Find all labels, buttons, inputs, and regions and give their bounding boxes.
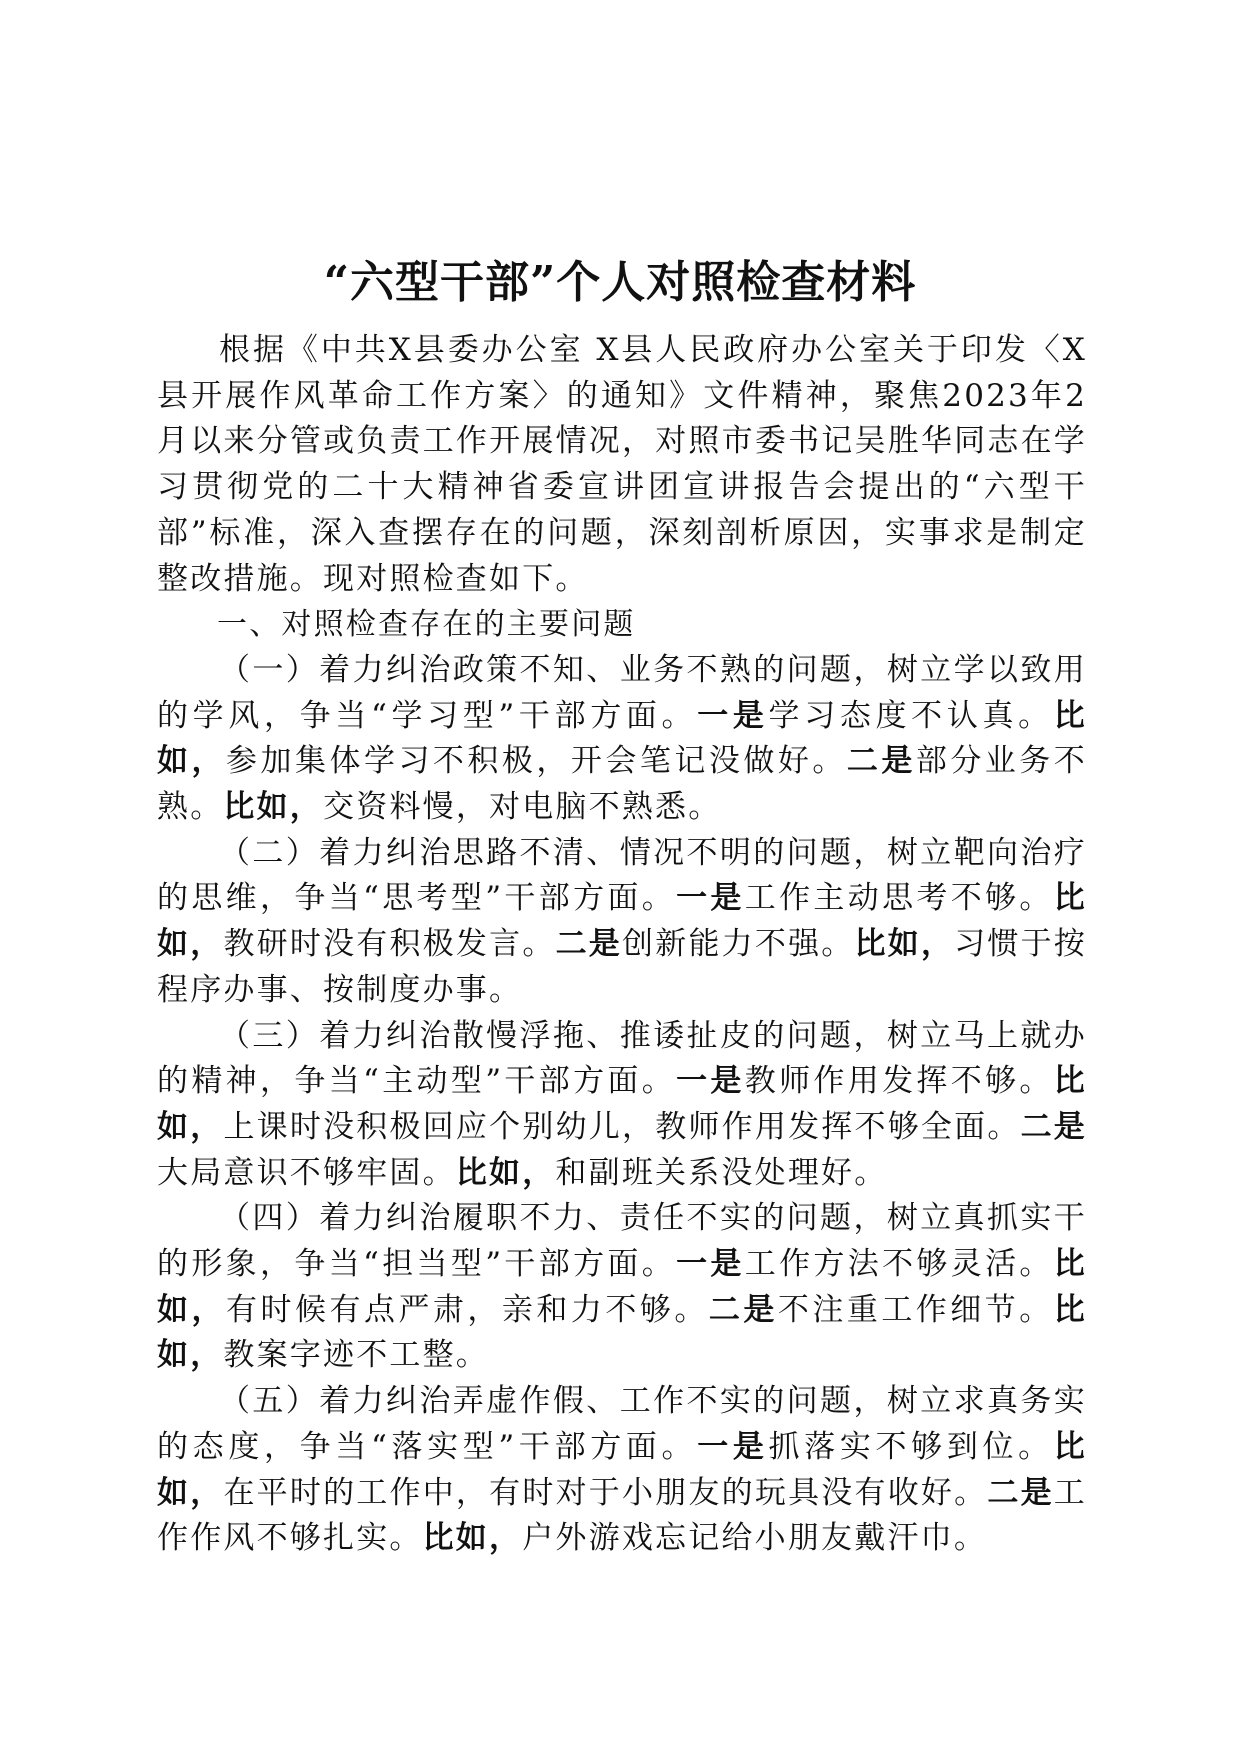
example-text: 参加集体学习不积极，开会笔记没做好。 [225,743,847,780]
example-text: 户外游戏忘记给小朋友戴汗巾。 [522,1520,988,1557]
intro-paragraph: 根据《中共X县委办公室 X县人民政府办公室关于印发〈X县开展作风革命工作方案〉的通知》文件精神，聚焦2023年2月以来分管或负责工作开展情况，对照市委书记吴胜华同志在学习贯彻党的二十大精神省委宣讲团宣讲报告会提出的“六型干部”标准，深入查摆存在的问题，深刻剖析原因，实事求是制定整改措施。现对照检查如下。 [157,332,1087,597]
point-marker: 一是 [676,1246,745,1283]
point-marker: 二是 [1020,1108,1087,1145]
paragraph-lead: （二）着力纠治思路不清、情况不明的问题，树立靶向治疗的思维，争当“思考型”干部方面。 [157,834,1087,917]
example-marker: 比如， [157,1063,1087,1145]
point-marker: 二是 [708,1291,778,1328]
point-marker: 二是 [555,926,623,963]
example-text: 教案字迹不工整。 [223,1337,490,1374]
example-text: 有时候有点严肃，亲和力不够。 [225,1291,709,1328]
point-marker: 一是 [676,1063,745,1100]
example-text: 习惯于按程序办事、按制度办事。 [157,926,1087,1008]
example-text: 在平时的工作中，有时对于小朋友的玩具没有收好。 [223,1474,988,1511]
example-text: 上课时没积极回应个别幼儿，教师作用发挥不够全面。 [223,1108,1021,1145]
problem-paragraph-3 [157,1014,1087,1197]
point-text: 部分业务不熟。 [157,743,1087,826]
example-marker: 比如， [157,1246,1087,1328]
paragraph-lead: （五）着力纠治弄虚作假、工作不实的问题，树立求真务实的态度，争当“落实型”干部方面。 [157,1383,1087,1465]
example-text: 交资料慢，对电脑不熟悉。 [323,789,722,826]
point-text: 教师作用发挥不够。 [744,1063,1054,1100]
example-text: 教研时没有积极发言。 [223,926,556,963]
example-marker: 比如， [223,789,324,826]
example-text: 和副班关系没处理好。 [555,1154,888,1191]
point-text: 不注重工作细节。 [777,1291,1054,1328]
point-marker: 二是 [846,743,916,780]
example-marker: 比如， [157,1291,1087,1374]
point-marker: 二是 [987,1474,1054,1511]
document-body [157,328,1087,1562]
point-text: 学习态度不认真。 [768,697,1054,734]
section-heading: 一、对照检查存在的主要问题 [217,607,636,643]
example-marker: 比如， [455,1154,556,1191]
example-marker: 比如， [157,880,1087,963]
problem-paragraph-5 [157,1379,1087,1562]
paragraph-lead: （一）着力纠治政策不知、业务不熟的问题，树立学以致用的学风，争当“学习型”干部方面。 [157,651,1087,734]
point-text: 抓落实不够到位。 [768,1428,1054,1465]
problem-paragraph-1 [157,648,1087,831]
example-marker: 比如， [854,926,955,963]
point-marker: 一是 [676,880,745,917]
point-text: 创新能力不强。 [622,926,855,963]
point-text: 工作主动思考不够。 [744,880,1054,917]
point-marker: 一是 [697,697,769,734]
point-text: 工作方法不够灵活。 [744,1246,1054,1283]
example-marker: 比如， [157,1428,1087,1511]
page-title: “六型干部”个人对照检查材料 [323,257,917,308]
problem-paragraph-2 [157,831,1087,1014]
example-marker: 比如， [157,697,1087,780]
example-marker: 比如， [422,1520,523,1557]
problem-paragraph-4 [157,1196,1087,1379]
point-text: 大局意识不够牢固。 [157,1154,456,1191]
point-marker: 一是 [697,1428,769,1465]
paragraph-lead: （三）着力纠治散慢浮拖、推诿扯皮的问题，树立马上就办的精神，争当“主动型”干部方面。 [157,1017,1087,1100]
paragraph-lead: （四）着力纠治履职不力、责任不实的问题，树立真抓实干的形象，争当“担当型”干部方面。 [157,1200,1087,1283]
point-text: 工作作风不够扎实。 [157,1474,1087,1557]
